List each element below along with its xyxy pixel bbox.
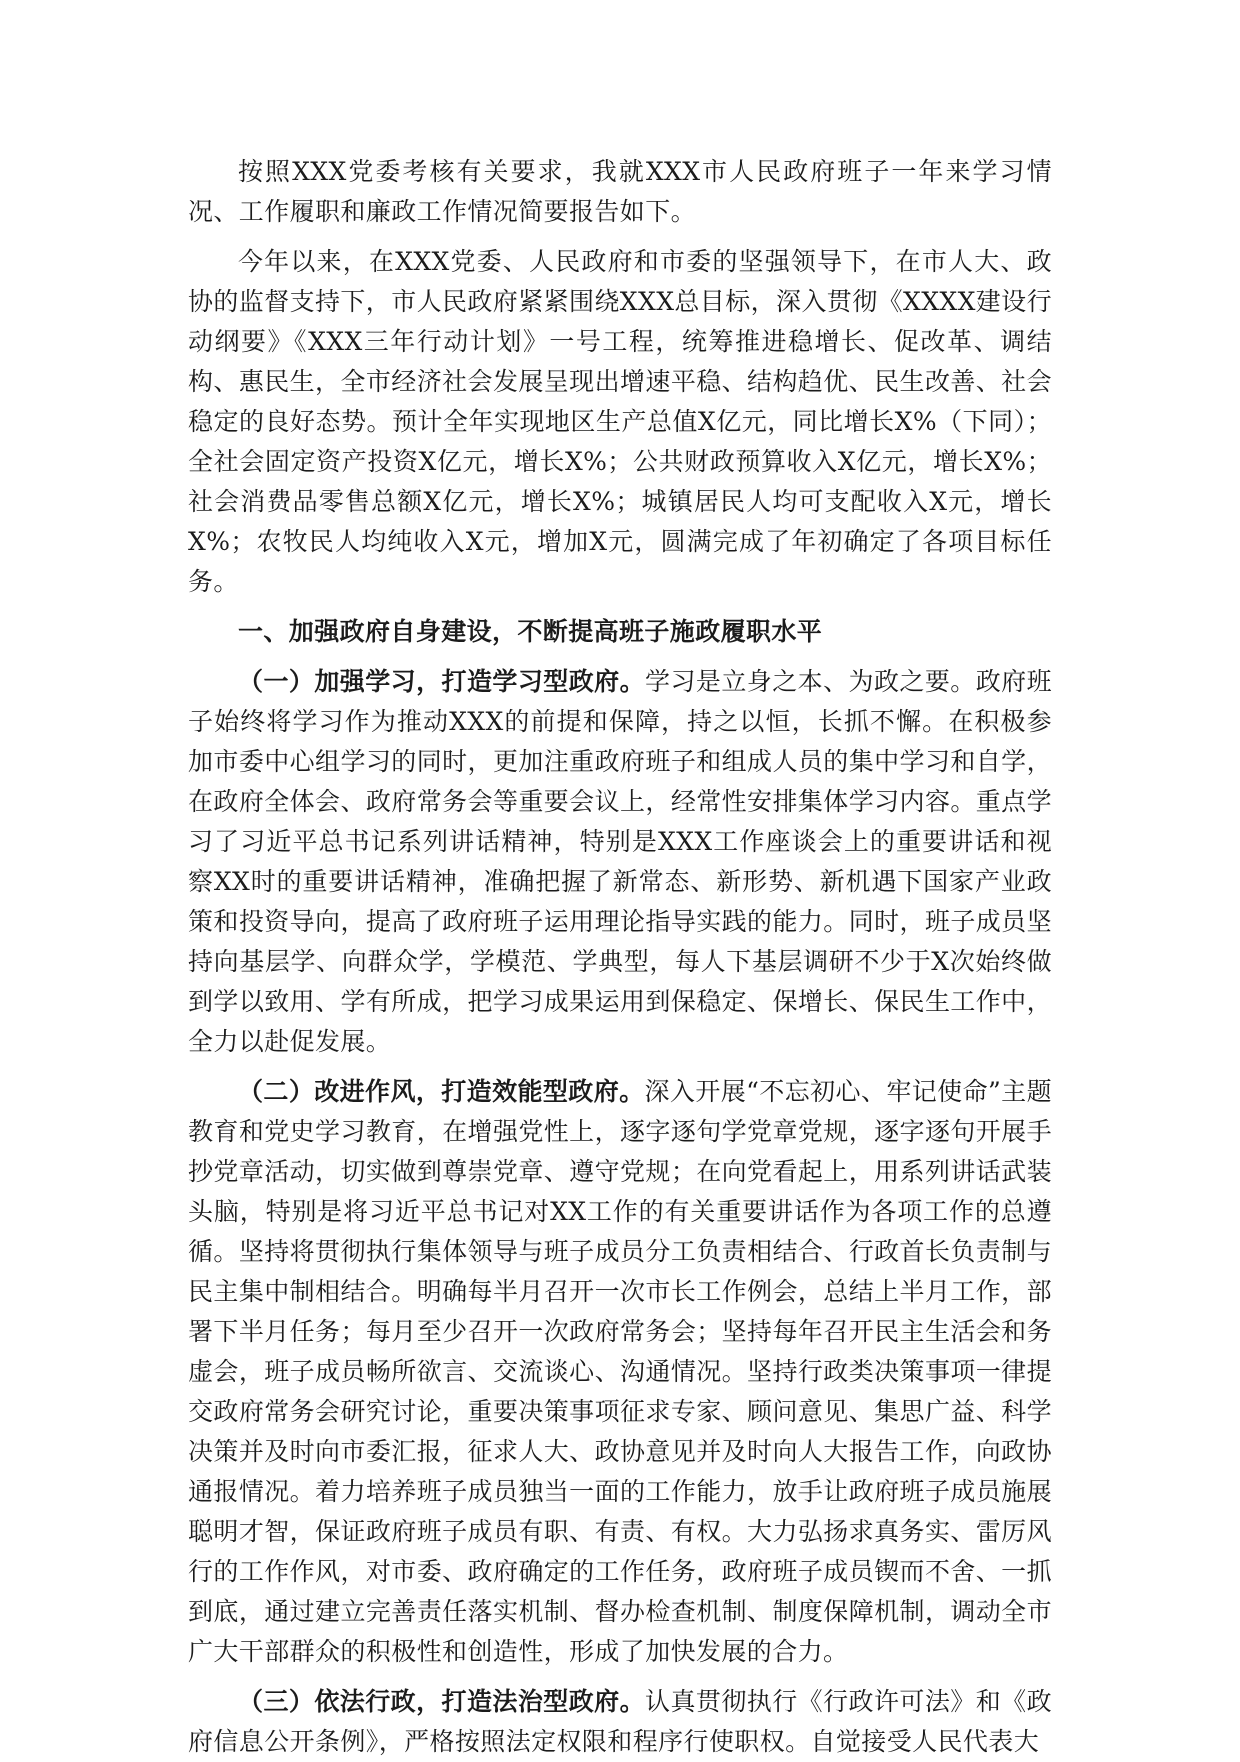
subsection-study-title: （一）加强学习，打造学习型政府。 — [238, 667, 646, 696]
intro-text: 按照XXX党委考核有关要求，我就XXX市人民政府班子一年来学习情况、工作履职和廉政工作情况简要报告如下。 — [188, 157, 1052, 226]
subsection-law-paragraph — [188, 1682, 1052, 1762]
section-heading-text: 一、加强政府自身建设，不断提高班子施政履职水平 — [238, 617, 823, 646]
summary-paragraph — [188, 242, 1052, 602]
subsection-style-paragraph — [188, 1072, 1052, 1672]
subsection-style-body: 深入开展“不忘初心、牢记使命”主题教育和党史学习教育，在增强党性上，逐字逐句学党章党规，逐字逐句开展手抄党章活动，切实做到尊崇党章、遵守党规；在向党看起上，用系列讲话武装头脑，特别是将习近平总书记对XX工作的有关重要讲话作为各项工作的总遵循。坚持将贯彻执行集体领导与班子成员分工负责相结合、行政首长负责制与民主集中制相结合。明确每半月召开一次市长工作例会，总结上半月工作，部署下半月任务；每月至少召开一次政府常务会；坚持每年召开民主生活会和务虚会，班子成员畅所欲言、交流谈心、沟通情况。坚持行政类决策事项一律提交政府常务会研究讨论，重要决策事项征求专家、顾问意见、集思广益、科学决策并及时向市委汇报，征求人大、政协意见并及时向人大报告工作，向政协通报情况。着力培养班子成员独当一面的工作能力，放手让政府班子成员施展聪明才智，保证政府班子成员有职、有责、有权。大力弘扬求真务实、雷厉风行的工作作风，对市委、政府确定的工作任务，政府班子成员锲而不舍、一抓到底，通过建立完善责任落实机制、督办检查机制、制度保障机制，调动全市广大干部群众的积极性和创造性，形成了加快发展的合力。 — [188, 1077, 1052, 1666]
section-heading — [188, 612, 1052, 652]
subsection-law-title: （三）依法行政，打造法治型政府。 — [238, 1687, 646, 1716]
subsection-study-paragraph — [188, 662, 1052, 1062]
subsection-study-body: 学习是立身之本、为政之要。政府班子始终将学习作为推动XXX的前提和保障，持之以恒，长抓不懈。在积极参加市委中心组学习的同时，更加注重政府班子和组成人员的集中学习和自学，在政府全体会、政府常务会等重要会议上，经常性安排集体学习内容。重点学习了习近平总书记系列讲话精神，特别是XXX工作座谈会上的重要讲话和视察XX时的重要讲话精神，准确把握了新常态、新形势、新机遇下国家产业政策和投资导向，提高了政府班子运用理论指导实践的能力。同时，班子成员坚持向基层学、向群众学，学模范、学典型，每人下基层调研不少于X次始终做到学以致用、学有所成，把学习成果运用到保稳定、保增长、保民生工作中，全力以赴促发展。 — [188, 667, 1052, 1056]
subsection-law-body: 认真贯彻执行《行政许可法》和《政府信息公开条例》，严格按照法定权限和程序行使职权。自觉接受人民代表大 — [188, 1687, 1052, 1756]
intro-paragraph — [188, 152, 1052, 232]
summary-text: 今年以来，在XXX党委、人民政府和市委的坚强领导下，在市人大、政协的监督支持下，市人民政府紧紧围绕XXX总目标，深入贯彻《XXXX建设行动纲要》《XXX三年行动计划》一号工程，统筹推进稳增长、促改革、调结构、惠民生，全市经济社会发展呈现出增速平稳、结构趋优、民生改善、社会稳定的良好态势。预计全年实现地区生产总值X亿元，同比增长X%（下同）；全社会固定资产投资X亿元，增长X%；公共财政预算收入X亿元，增长X%；社会消费品零售总额X亿元，增长X%；城镇居民人均可支配收入X元，增长X%；农牧民人均纯收入X元，增加X元，圆满完成了年初确定了各项目标任务。 — [188, 247, 1052, 596]
subsection-style-title: （二）改进作风，打造效能型政府。 — [238, 1077, 645, 1106]
